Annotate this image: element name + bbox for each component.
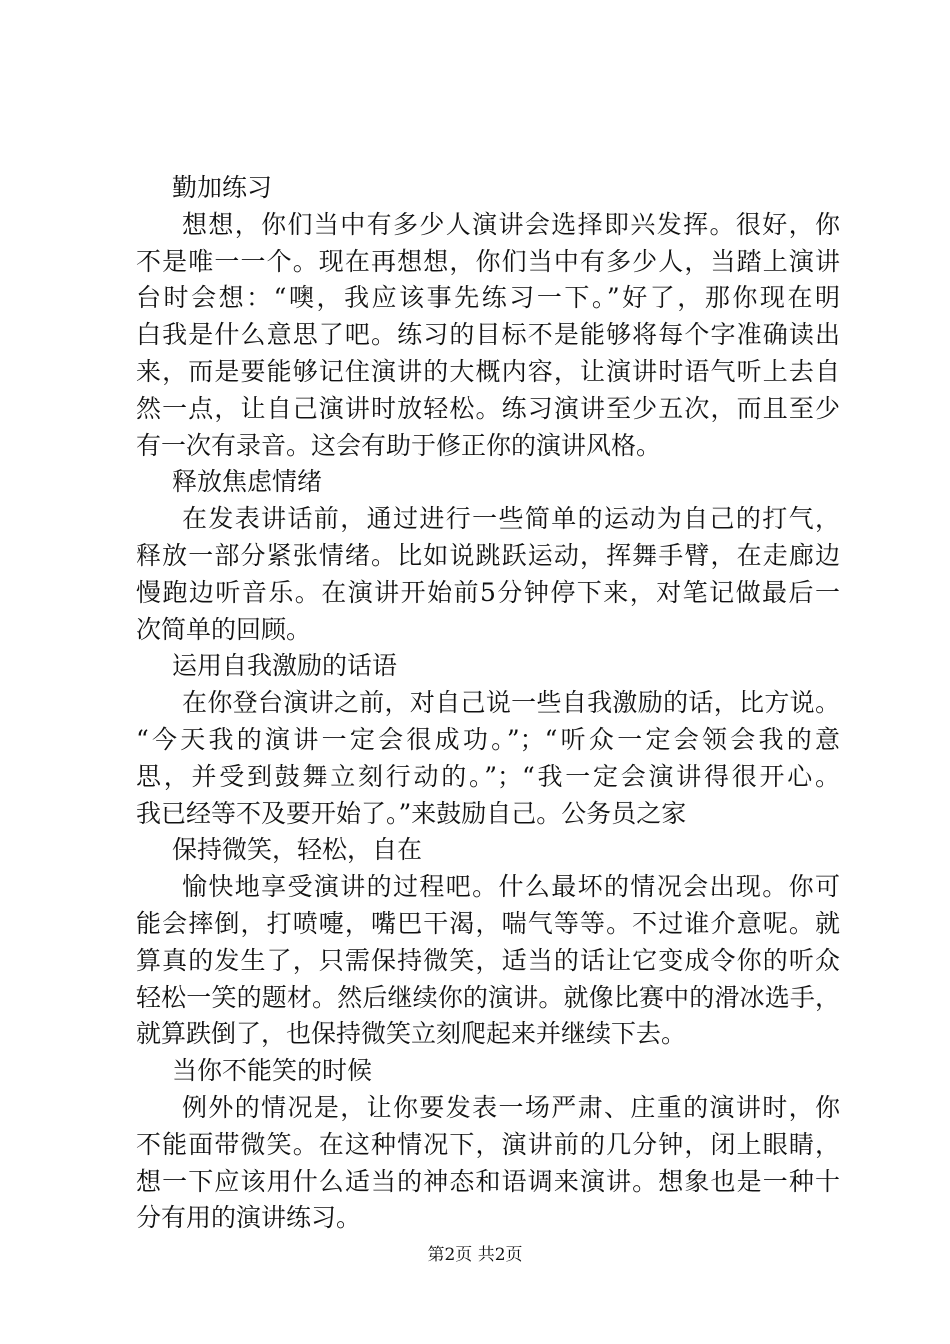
section-heading: 勤加练习 <box>172 173 273 202</box>
paragraph-line: 愉快地享受演讲的过程吧。什么最坏的情况会出现。你可 <box>182 872 840 902</box>
paragraph-line: 轻松一笑的题材。然后继续你的演讲。就像比赛中的滑冰选手， <box>136 982 840 1012</box>
paragraph-line: 在发表讲话前，通过进行一些简单的运动为自己的打气， <box>182 504 840 534</box>
paragraph-line: 释放一部分紧张情绪。比如说跳跃运动，挥舞手臂，在走廊边 <box>136 540 840 570</box>
paragraph-line: “今天我的演讲一定会很成功。”；“听众一定会领会我的意 <box>136 724 840 754</box>
paragraph-line: 思，并受到鼓舞立刻行动的。”；“我一定会演讲得很开心。 <box>136 761 840 791</box>
paragraph-line: 我已经等不及要开始了。”来鼓励自己。公务员之家 <box>136 798 687 828</box>
section-heading: 保持微笑，轻松，自在 <box>172 835 423 865</box>
paragraph-line: 慢跑边听音乐。在演讲开始前5分钟停下来，对笔记做最后一 <box>136 577 840 607</box>
paragraph-line: 就算跌倒了，也保持微笑立刻爬起来并继续下去。 <box>136 1019 687 1049</box>
section-release-anxiety <box>136 464 840 648</box>
paragraph-line: 不是唯一一个。现在再想想，你们当中有多少人，当踏上演讲 <box>136 246 840 276</box>
paragraph-line: 能会摔倒，打喷嚏，嘴巴干渴，喘气等等。不过谁介意呢。就 <box>136 908 840 938</box>
paragraph-line: 然一点，让自己演讲时放轻松。练习演讲至少五次，而且至少 <box>136 393 840 423</box>
paragraph-line: 在你登台演讲之前，对自己说一些自我激励的话，比方说。 <box>182 688 840 718</box>
section-heading: 释放焦虑情绪 <box>172 467 323 497</box>
section-self-motivation <box>136 648 840 832</box>
paragraph-line: 有一次有录音。这会有助于修正你的演讲风格。 <box>136 430 662 460</box>
paragraph-line: 白我是什么意思了吧。练习的目标不是能够将每个字准确读出 <box>136 320 840 350</box>
page-number-footer: 第2页 共2页 <box>427 1245 523 1265</box>
paragraph-line: 算真的发生了，只需保持微笑，适当的话让它变成令你的听众 <box>136 945 840 975</box>
section-heading: 当你不能笑的时候 <box>172 1056 373 1086</box>
paragraph-line: 台时会想：“噢，我应该事先练习一下。”好了，那你现在明 <box>136 283 840 313</box>
paragraph-line: 次简单的回顾。 <box>136 614 312 644</box>
document-body <box>136 170 840 1237</box>
paragraph-line: 想想，你们当中有多少人演讲会选择即兴发挥。很好，你 <box>182 209 840 239</box>
section-heading: 运用自我激励的话语 <box>172 651 398 681</box>
paragraph-line: 分有用的演讲练习。 <box>136 1203 362 1233</box>
paragraph-line: 想一下应该用什么适当的神态和语调来演讲。想象也是一种十 <box>136 1166 840 1196</box>
section-practice <box>136 170 840 464</box>
paragraph-line: 来，而是要能够记住演讲的大概内容，让演讲时语气听上去自 <box>136 356 840 386</box>
section-keep-smiling <box>136 832 840 1053</box>
paragraph-line: 不能面带微笑。在这种情况下，演讲前的几分钟，闭上眼睛， <box>136 1129 840 1159</box>
paragraph-line: 例外的情况是，让你要发表一场严肃、庄重的演讲时，你 <box>182 1092 840 1122</box>
section-cannot-smile <box>136 1053 840 1237</box>
